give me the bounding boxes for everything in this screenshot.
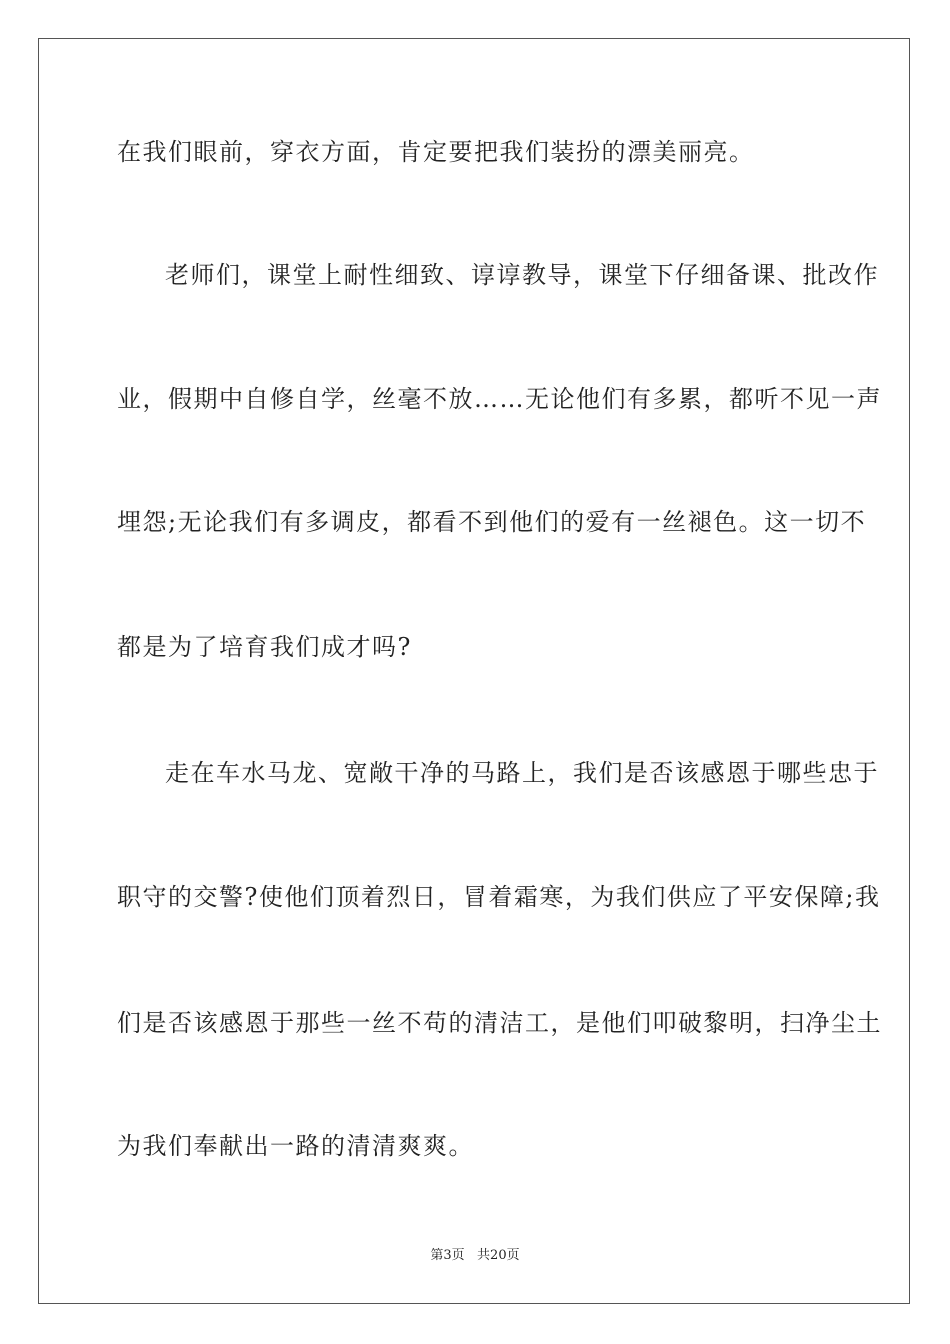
text-line-8: 们是否该感恩于那些一丝不苟的清洁工，是他们叩破黎明，扫净尘土 [117, 1009, 882, 1037]
text-line-7: 职守的交警?使他们顶着烈日，冒着霜寒，为我们供应了平安保障;我 [117, 883, 881, 911]
text-line-2: 老师们，课堂上耐性细致、谆谆教导，课堂下仔细备课、批改作 [165, 261, 879, 289]
text-line-5: 都是为了培育我们成才吗? [117, 633, 412, 661]
page-border [38, 38, 910, 1304]
text-line-1: 在我们眼前，穿衣方面，肯定要把我们装扮的漂美丽亮。 [117, 138, 755, 166]
text-line-4: 埋怨;无论我们有多调皮，都看不到他们的爱有一丝褪色。这一切不 [117, 508, 867, 536]
text-line-9: 为我们奉献出一路的清清爽爽。 [117, 1132, 474, 1160]
text-line-6: 走在车水马龙、宽敞干净的马路上，我们是否该感恩于哪些忠于 [165, 759, 879, 787]
page-number-footer: 第3页 共20页 [430, 1248, 520, 1263]
text-line-3: 业，假期中自修自学，丝毫不放……无论他们有多累，都听不见一声 [117, 385, 882, 413]
